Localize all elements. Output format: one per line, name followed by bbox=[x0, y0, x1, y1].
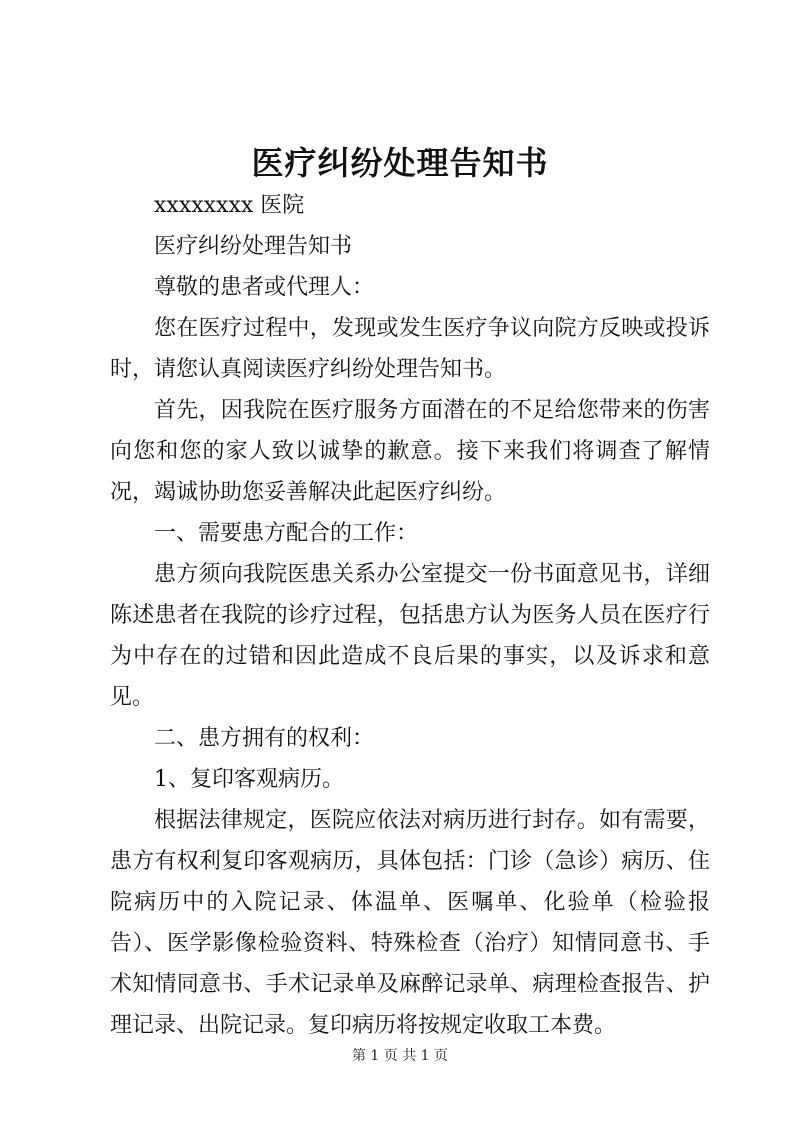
salutation: 尊敬的患者或代理人： bbox=[154, 275, 375, 300]
section-heading-cooperation: 一、需要患方配合的工作： bbox=[154, 521, 419, 546]
document-title: 医疗纠纷处理告知书 bbox=[251, 144, 549, 182]
paragraph-cooperation: 患方须向我院医患关系办公室提交一份书面意见书，详细陈述患者在我院的诊疗过程，包括患方认为医务人员在医疗行为中存在的过错和因此造成不良后果的事实，以及诉求和意见。 bbox=[110, 562, 710, 710]
document-body bbox=[110, 185, 710, 1046]
paragraph-apology: 首先，因我院在医疗服务方面潜在的不足给您带来的伤害向您和您的家人致以诚挚的歉意。接下来我们将调查了解情况，竭诚协助您妥善解决此起医疗纠纷。 bbox=[110, 398, 710, 505]
paragraph-records: 根据法律规定，医院应依法对病历进行封存。如有需要，患方有权利复印客观病历，具体包括：门诊（急诊）病历、住院病历中的入院记录、体温单、医嘱单、化验单（检验报告）、医学影像检验资料、特殊检查（治疗）知情同意书、手术知情同意书、手术记录单及麻醉记录单、病理检查报告、护理记录、出院记录。复印病历将按规定收取工本费。 bbox=[110, 808, 710, 1038]
hospital-name-line: xxxxxxxx 医院 bbox=[154, 193, 305, 218]
section-heading-rights: 二、患方拥有的权利： bbox=[154, 726, 375, 751]
page-footer: 第 1 页 共 1 页 bbox=[351, 1048, 449, 1064]
rights-item-1: 1、复印客观病历。 bbox=[154, 767, 344, 792]
paragraph-intro: 您在医疗过程中，发现或发生医疗争议向院方反映或投诉时，请您认真阅读医疗纠纷处理告知书。 bbox=[110, 316, 710, 382]
notice-subtitle: 医疗纠纷处理告知书 bbox=[154, 234, 353, 259]
